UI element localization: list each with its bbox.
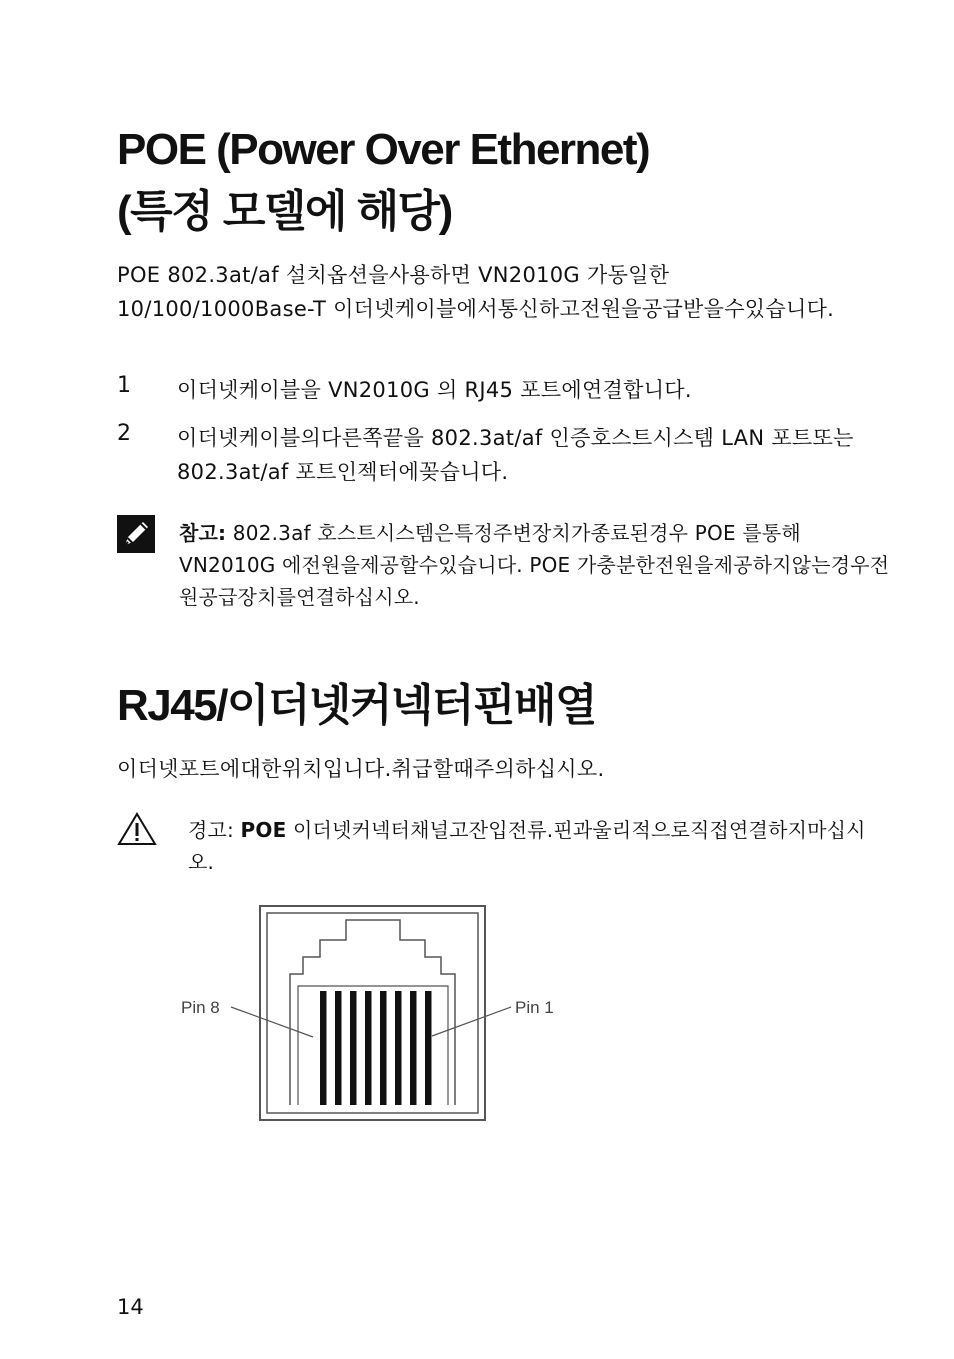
rj45-diagram-svg [170, 900, 590, 1130]
section-subtitle-poe: (특정 모델에 해당) [117, 187, 452, 236]
pin1-label: Pin 1 [515, 998, 554, 1017]
pin-contacts [320, 991, 432, 1105]
note-label: 참고: [179, 521, 227, 545]
warning-label-bold: POE [240, 818, 287, 842]
step-text: 이더넷케이블을 VN2010G 의 RJ45 포트에연결합니다. [177, 378, 692, 402]
section-title-rj45: RJ45/이더넷커넥터핀배열 [117, 681, 596, 730]
note-block [179, 517, 899, 613]
pin8-label: Pin 8 [181, 998, 220, 1017]
rj45-intro-paragraph: 이더넷포트에대한위치입니다.취급할때주의하십시오. [117, 757, 605, 781]
warning-text: 이더넷커넥터채널고잔입전류.핀과울리적으로직접연결하지마십시오. [188, 818, 866, 874]
warning-block [188, 814, 888, 878]
step-text: 이더넷케이블의다른쪽끝을 802.3at/af 인증호스트시스템 LAN 포트또는 802.3at/af 포트인젝터에꽂습니다. [177, 426, 854, 484]
step-number: 2 [117, 421, 131, 446]
warning-label: 경고: [188, 818, 234, 842]
poe-intro-paragraph: POE 802.3at/af 설치옵션을사용하면 VN2010G 가동일한 10/100/1000Base-T 이더넷케이블에서통신하고전원을공급받을수있습니다. [117, 263, 835, 321]
section-title-poe: POE (Power Over Ethernet) [117, 125, 650, 174]
page-number: 14 [117, 1295, 144, 1319]
warning-icon [117, 812, 157, 846]
rj45-pinout-diagram [170, 900, 590, 1130]
note-text: 802.3af 호스트시스템은특정주변장치가종료된경우 POE 를통해 VN2010G 에전원을제공할수있습니다. POE 가충분한전원을제공하지않는경우전원공급장치를연결하십시오. [179, 521, 890, 609]
step-number: 1 [117, 373, 131, 398]
note-pencil-icon [117, 515, 155, 553]
